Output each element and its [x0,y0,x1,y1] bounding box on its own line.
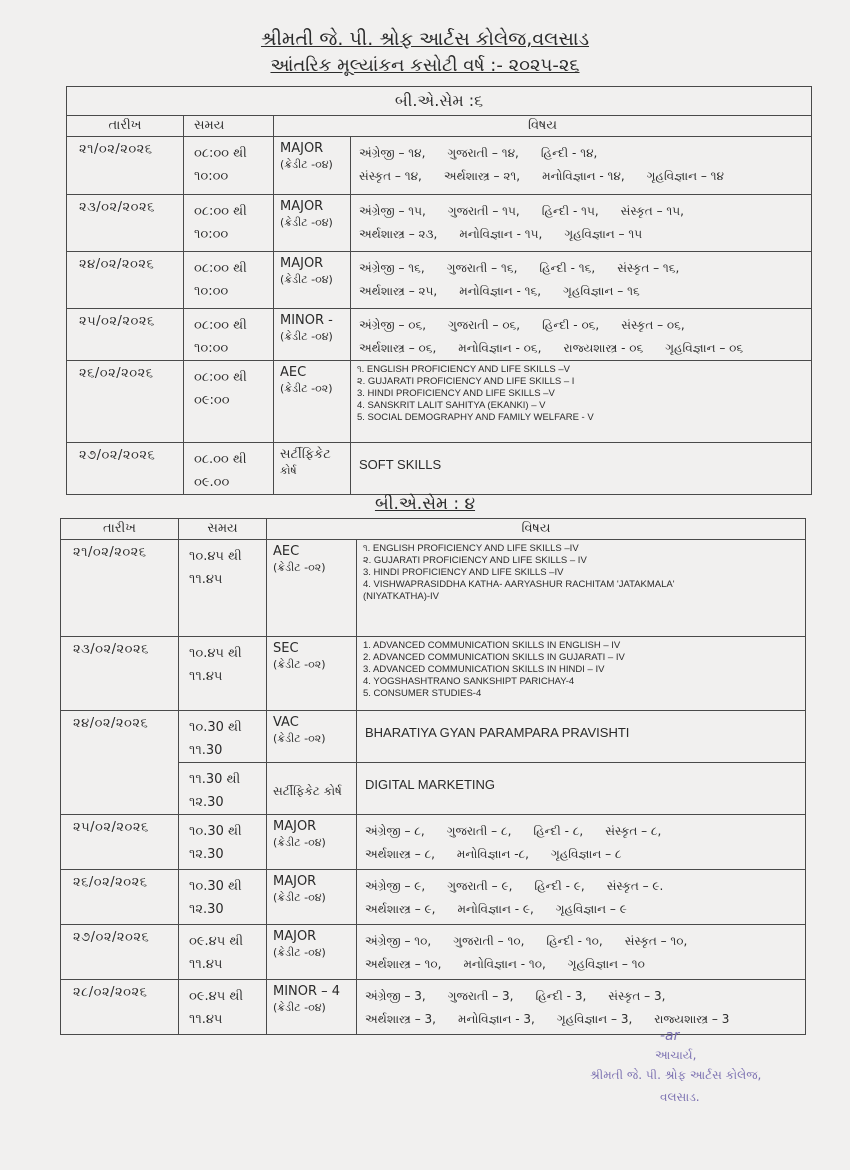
exam-date: ૨૩/૦૨/૨૦૨૬ [61,637,179,711]
col-date: તારીખ [67,116,184,137]
exam-time [179,711,267,763]
subject-item: ગુજરાતી – ૮, [446,824,512,838]
signature-mark: -ar [660,1028,680,1044]
time-start: ૧૦.30 થી [189,879,242,894]
exam-time [184,252,274,309]
time-start: ૦૯.૪૫ થી [189,934,244,949]
subject-list [357,637,806,711]
subject-list [351,361,812,443]
paper-credit: (ક્રેડીટ -૦૪) [273,836,326,849]
paper-category: SEC [273,641,299,656]
time-end: ૧૧.૪૫ [189,957,223,972]
subject-item: ગૃહવિજ્ઞાન – ૧૫ [564,227,643,241]
time-start: ૧૦.૪૫ થી [189,549,242,564]
time-start: ૧૧.30 થી [189,772,241,787]
subject-line [359,200,811,223]
paper-type [267,711,357,763]
paper-type [274,195,351,252]
subject-item: ગુજરાતી – ૧૬, [446,261,518,275]
paper-type [267,637,357,711]
subject-list-item: 4. YOGSHASHTRANO SANKSHIPT PARICHAY-4 [363,676,575,687]
subject-item: ગુજરાતી – ૧૫, [447,204,520,218]
paper-credit: (ક્રેડીટ -૦૪) [280,158,333,171]
table-row [67,195,812,252]
table-row [61,540,806,637]
paper-credit: (ક્રેડીટ -૦૪) [280,330,333,343]
signatory-college: શ્રીમતી જે. પી. શ્રોફ આર્ટસ કોલેજ, [590,1068,762,1082]
subject-item: અર્થશાસ્ત્ર – ૮, [365,847,435,861]
col-time: સમય [179,519,267,540]
subject-list-item: 2. ADVANCED COMMUNICATION SKILLS IN GUJARATI – IV [363,652,625,663]
subject-name: BHARATIYA GYAN PARAMPARA PRAVISHTI [357,711,806,763]
exam-time [184,195,274,252]
subject-codes [351,137,812,195]
subject-item: મનોવિજ્ઞાન -૮, [456,847,529,861]
paper-category: MAJOR [273,929,317,944]
subject-name: DIGITAL MARKETING [357,763,806,815]
subject-codes [351,309,812,361]
subject-list-item: 3. HINDI PROFICIENCY AND LIFE SKILLS –V [357,388,555,399]
paper-credit: (ક્રેડીટ -૦૪) [273,946,326,959]
subject-item: ગૃહવિજ્ઞાન – ૮ [550,847,622,861]
exam-time [179,870,267,925]
exam-date: ૨૭/૦૨/૨૦૨૬ [67,443,184,495]
time-end: ૧૦:૦૦ [194,227,229,242]
exam-time [179,763,267,815]
subject-item: અંગ્રેજી – ૧૦, [365,934,432,948]
college-name: શ્રીમતી જે. પી. શ્રોફ આર્ટસ કોલેજ,વલસાડ [260,28,590,50]
subject-item: ગુજરાતી – 3, [447,989,514,1003]
subject-item: હિન્દી - ૯, [534,879,585,893]
subject-item: અર્થશાસ્ત્ર – ૨૫, [359,284,438,298]
exam-date: ૨૬/૦૨/૨૦૨૬ [67,361,184,443]
time-start: ૦૮.૦૦ થી [194,452,247,467]
subject-list-item: 5. CONSUMER STUDIES-4 [363,688,482,699]
table-row [67,443,812,495]
subject-item: ગુજરાતી – ૯, [447,879,513,893]
subject-line [365,875,805,898]
paper-credit: કોર્ષ [280,464,297,477]
paper-category: MAJOR [273,874,317,889]
time-start: ૦૯.૪૫ થી [189,989,244,1004]
subject-list [357,540,806,637]
paper-type [274,443,351,495]
paper-credit: (ક્રેડીટ -૦૨) [273,732,326,745]
subject-list-item: ૧. ENGLISH PROFICIENCY AND LIFE SKILLS –IV [363,543,579,554]
time-end: ૧૨.30 [189,902,224,917]
table-row [67,252,812,309]
paper-category: MINOR - [280,313,333,328]
paper-credit: (ક્રેડીટ -૦૪) [280,273,333,286]
time-end: ૧૧.30 [189,743,223,758]
signatory-city: વલસાડ. [660,1090,700,1104]
exam-date: ૨૪/૦૨/૨૦૨૬ [67,252,184,309]
paper-category: સર્ટીફિકેટ [280,447,331,462]
subject-item: હિન્દી - 3, [535,989,587,1003]
subject-line [359,280,811,303]
subject-item: ગૃહવિજ્ઞાન – ૧૪ [646,169,724,183]
time-start: ૦૮:૦૦ થી [194,204,247,219]
exam-time [179,980,267,1035]
subject-line [365,1008,805,1031]
subject-line [365,843,805,866]
subject-line [365,898,805,921]
time-end: ૦૯.૦૦ [194,475,230,490]
sem6-timetable [66,86,812,495]
paper-credit: (ક્રેડીટ -૦૪) [273,891,326,904]
subject-item: હિન્દી - ૧૪, [540,146,598,160]
subject-codes [357,980,806,1035]
subject-item: હિન્દી - ૧૬, [539,261,596,275]
time-start: ૧૦.30 થી [189,824,242,839]
subject-item: અર્થશાસ્ત્ર – ૨૧, [443,169,521,183]
exam-date: ૨૫/૦૨/૨૦૨૬ [67,309,184,361]
subject-item: મનોવિજ્ઞાન - ૧૦, [463,957,546,971]
paper-type [274,309,351,361]
table-row [61,815,806,870]
subject-item: સંસ્કૃત – ૧૫, [620,204,684,218]
exam-time [179,925,267,980]
exam-date: ૨૫/૦૨/૨૦૨૬ [61,815,179,870]
exam-time [179,540,267,637]
sem6-title: બી.એ.સેમ :૬ [67,87,812,116]
subject-item: અંગ્રેજી – ૧૫, [359,204,426,218]
subject-item: હિન્દી - ૮, [533,824,584,838]
table-row [61,870,806,925]
exam-date: ૨૧/૦૨/૨૦૨૬ [67,137,184,195]
subject-item: અંગ્રેજી – 3, [365,989,426,1003]
subject-list-item: (NIYATKATHA)-IV [363,591,439,602]
time-end: ૧૧.૪૫ [189,572,223,587]
table-row [61,925,806,980]
paper-type [267,870,357,925]
exam-date: ૨૩/૦૨/૨૦૨૬ [67,195,184,252]
table-row [61,980,806,1035]
paper-credit: (ક્રેડીટ -૦૪) [273,1001,326,1014]
subject-item: અંગ્રેજી – ૮, [365,824,425,838]
subject-item: રાજ્યશાસ્ત્ર - ૦૬ [563,341,644,355]
subject-item: સંસ્કૃત – 3, [608,989,666,1003]
table-row [61,711,806,763]
subject-item: સંસ્કૃત – ૧૬, [617,261,680,275]
subject-item: ગૃહવિજ્ઞાન – ૧૬ [563,284,640,298]
col-date: તારીખ [61,519,179,540]
subject-line [359,142,811,165]
col-subject: વિષય [274,116,812,137]
subject-item: સંસ્કૃત – ૧૪, [359,169,422,183]
exam-time [184,361,274,443]
time-end: ૧૦:૦૦ [194,169,229,184]
paper-category: AEC [273,544,300,559]
subject-line [359,314,811,337]
time-end: ૦૯:૦૦ [194,393,230,408]
table-row [67,137,812,195]
subject-item: મનોવિજ્ઞાન - ૦૬, [458,341,542,355]
subject-list-item: ૧. ENGLISH PROFICIENCY AND LIFE SKILLS –V [357,364,571,375]
time-end: ૧૨.30 [189,795,224,810]
subject-item: અંગ્રેજી – ૧૪, [359,146,426,160]
time-start: ૧૦.30 થી [189,720,242,735]
paper-category: AEC [280,365,307,380]
subject-item: સંસ્કૃત – ૦૬, [621,318,685,332]
subject-item: સંસ્કૃત – ૮, [605,824,662,838]
subject-item: અંગ્રેજી – ૯, [365,879,426,893]
subject-list-item: ૨. GUJARATI PROFICIENCY AND LIFE SKILLS – I [357,376,575,387]
subject-codes [351,252,812,309]
col-subject: વિષય [267,519,806,540]
exam-date: ૨૮/૦૨/૨૦૨૬ [61,980,179,1035]
time-start: ૦૮:૦૦ થી [194,318,247,333]
subject-item: સંસ્કૃત – ૯. [606,879,664,893]
subject-item: અર્થશાસ્ત્ર – ૨૩, [359,227,438,241]
subject-line [365,930,805,953]
subject-list-item: 4. VISHWAPRASIDDHA KATHA- AARYASHUR RACHITAM 'JATAKMALA' [363,579,675,590]
time-end: ૧૧.૪૫ [189,1012,223,1027]
paper-category: VAC [273,715,299,730]
paper-type [267,980,357,1035]
paper-category: MINOR – 4 [273,984,341,999]
subject-item: અર્થશાસ્ત્ર – ૦૬, [359,341,437,355]
paper-credit: (ક્રેડીટ -૦૨) [273,658,326,671]
paper-category: MAJOR [280,141,324,156]
subject-item: રાજ્યશાસ્ત્ર – 3 [654,1012,730,1026]
sem4-title: બી.એ.સેમ : ૪ [374,494,476,514]
subject-item: ગૃહવિજ્ઞાન – 3, [556,1012,633,1026]
paper-credit: (ક્રેડીટ -૦૪) [280,216,333,229]
paper-category: MAJOR [280,199,324,214]
paper-type [274,137,351,195]
signatory-title: આચાર્ય, [655,1048,697,1062]
subject-item: સંસ્કૃત – ૧૦, [624,934,688,948]
subject-list-item: 3. HINDI PROFICIENCY AND LIFE SKILLS –IV [363,567,564,578]
subject-item: અર્થશાસ્ત્ર – ૯, [365,902,436,916]
subject-item: મનોવિજ્ઞાન - ૧૫, [459,227,543,241]
subject-item: ગૃહવિજ્ઞાન – ૦૬ [665,341,744,355]
subject-list-item: ૨. GUJARATI PROFICIENCY AND LIFE SKILLS – IV [363,555,587,566]
subject-codes [357,925,806,980]
exam-time [179,637,267,711]
table-row [67,309,812,361]
sem4-timetable [60,518,806,1035]
subject-item: અર્થશાસ્ત્ર – 3, [365,1012,436,1026]
subject-item: અંગ્રેજી – ૦૬, [359,318,427,332]
paper-credit: (ક્રેડીટ -૦૨) [273,561,326,574]
time-end: ૧૦:૦૦ [194,284,229,299]
exam-time [179,815,267,870]
subject-line [365,820,805,843]
paper-category: MAJOR [273,819,317,834]
table-row [67,361,812,443]
subject-list-item: 3. ADVANCED COMMUNICATION SKILLS IN HINDI – IV [363,664,605,675]
paper-credit: સર્ટીફિકેટ કોર્ષ [273,784,342,798]
subject-line [359,165,811,188]
exam-date: ૨૧/૦૨/૨૦૨૬ [61,540,179,637]
paper-type [267,925,357,980]
subject-name: SOFT SKILLS [351,443,812,495]
time-start: ૦૮:૦૦ થી [194,146,247,161]
time-end: ૧૧.૪૫ [189,669,223,684]
subject-item: ગુજરાતી – ૧૪, [447,146,519,160]
subject-list-item: 5. SOCIAL DEMOGRAPHY AND FAMILY WELFARE - V [357,412,594,423]
time-start: ૦૮:૦૦ થી [194,370,247,385]
table-row [61,637,806,711]
subject-item: હિન્દી - ૦૬, [542,318,600,332]
subject-line [365,985,805,1008]
exam-time [184,137,274,195]
paper-credit: (ક્રેડીટ -૦૨) [280,382,333,395]
subject-codes [351,195,812,252]
time-end: ૧૦:૦૦ [194,341,229,356]
col-time: સમય [184,116,274,137]
subject-codes [357,870,806,925]
subject-item: ગૃહવિજ્ઞાન – ૯ [555,902,627,916]
subject-line [359,257,811,280]
subject-item: હિન્દી - ૧૦, [546,934,603,948]
subject-item: અંગ્રેજી – ૧૬, [359,261,425,275]
exam-title: આંતરિક મૂલ્યાંકન કસોટી વર્ષ :- ૨૦૨૫-૨૬ [270,55,580,76]
paper-type [274,252,351,309]
subject-item: મનોવિજ્ઞાન - ૧૬, [459,284,542,298]
subject-list-item: 4. SANSKRIT LALIT SAHITYA (EKANKI) – V [357,400,546,411]
exam-date: ૨૭/૦૨/૨૦૨૬ [61,925,179,980]
subject-item: મનોવિજ્ઞાન - ૧૪, [542,169,625,183]
subject-item: હિન્દી - ૧૫, [541,204,599,218]
subject-item: અર્થશાસ્ત્ર – ૧૦, [365,957,442,971]
subject-item: ગૃહવિજ્ઞાન – ૧૦ [567,957,645,971]
subject-item: ગુજરાતી – ૦૬, [448,318,521,332]
paper-type [267,763,357,815]
exam-time [184,309,274,361]
exam-time [184,443,274,495]
subject-item: ગુજરાતી – ૧૦, [453,934,525,948]
paper-type [267,540,357,637]
paper-category: MAJOR [280,256,324,271]
subject-line [365,953,805,976]
paper-type [274,361,351,443]
paper-type [267,815,357,870]
time-start: ૧૦.૪૫ થી [189,646,242,661]
subject-line [359,337,811,360]
subject-item: મનોવિજ્ઞાન - 3, [457,1012,535,1026]
exam-date: ૨૪/૦૨/૨૦૨૬ [61,711,179,815]
time-start: ૦૮:૦૦ થી [194,261,247,276]
subject-codes [357,815,806,870]
subject-list-item: 1. ADVANCED COMMUNICATION SKILLS IN ENGLISH – IV [363,640,621,651]
time-end: ૧૨.30 [189,847,224,862]
subject-line [359,223,811,246]
exam-date: ૨૬/૦૨/૨૦૨૬ [61,870,179,925]
subject-item: મનોવિજ્ઞાન - ૯, [457,902,534,916]
